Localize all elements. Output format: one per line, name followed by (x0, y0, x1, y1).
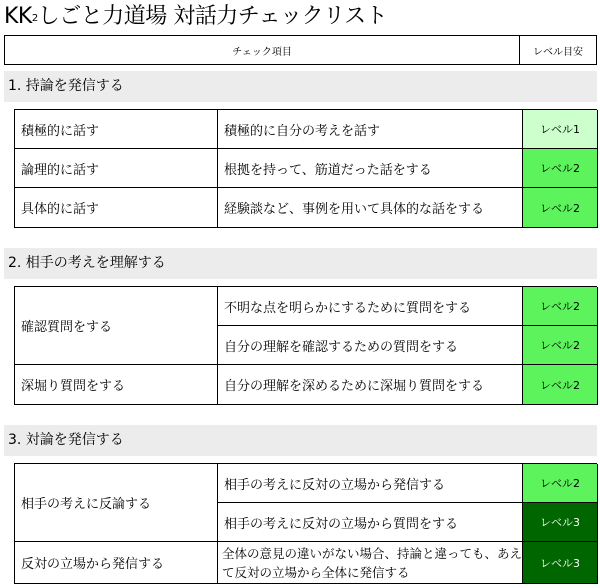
level-badge: レベル2 (523, 287, 598, 326)
group-name: 論理的に話す (15, 149, 218, 188)
check-item: 相手の考えに反対の立場から発信する (218, 464, 523, 503)
page-title (4, 2, 387, 32)
title-superscript: 2 (31, 13, 38, 24)
table-header (4, 35, 597, 65)
section-title-1: 1. 持論を発信する (4, 71, 597, 102)
check-item: 根拠を持って、筋道だった話をする (218, 149, 523, 188)
section-2-table (14, 286, 597, 405)
header-level-guide: レベル目安 (533, 46, 583, 58)
check-item: 自分の理解を確認するための質問をする (218, 326, 523, 365)
check-item: 不明な点を明らかにするために質問をする (218, 287, 523, 326)
level-badge: レベル1 (523, 110, 598, 149)
level-badge: レベル2 (523, 464, 598, 503)
header-check-items: チェック項目 (5, 36, 520, 64)
level-badge: レベル2 (523, 365, 598, 405)
check-item: 積極的に自分の考えを話す (218, 110, 523, 149)
level-badge: レベル3 (523, 542, 598, 584)
section-1-table (14, 109, 597, 228)
title-text: しごと力道場 対話力チェックリスト (37, 4, 388, 29)
check-item: 全体の意見の違いがない場合、持論と違っても、あえて反対の立場から全体に発信する (218, 542, 523, 584)
group-name: 積極的に話す (15, 110, 218, 149)
title-prefix: KK (4, 4, 32, 29)
check-item: 相手の考えに反対の立場から質問をする (218, 503, 523, 542)
check-item: 自分の理解を深めるために深堀り質問をする (218, 365, 523, 405)
group-name: 具体的に話す (15, 188, 218, 228)
section-3-table (14, 463, 597, 584)
group-name: 確認質問をする (15, 287, 218, 365)
level-badge: レベル2 (523, 326, 598, 365)
group-name: 深堀り質問をする (15, 365, 218, 405)
level-badge: レベル2 (523, 188, 598, 228)
level-badge: レベル2 (523, 149, 598, 188)
group-name: 相手の考えに反論する (15, 464, 218, 542)
group-name: 反対の立場から発信する (15, 542, 218, 584)
section-title-2: 2. 相手の考えを理解する (4, 248, 597, 279)
level-badge: レベル3 (523, 503, 598, 542)
section-title-3: 3. 対論を発信する (4, 425, 597, 456)
check-item: 経験談など、事例を用いて具体的な話をする (218, 188, 523, 228)
